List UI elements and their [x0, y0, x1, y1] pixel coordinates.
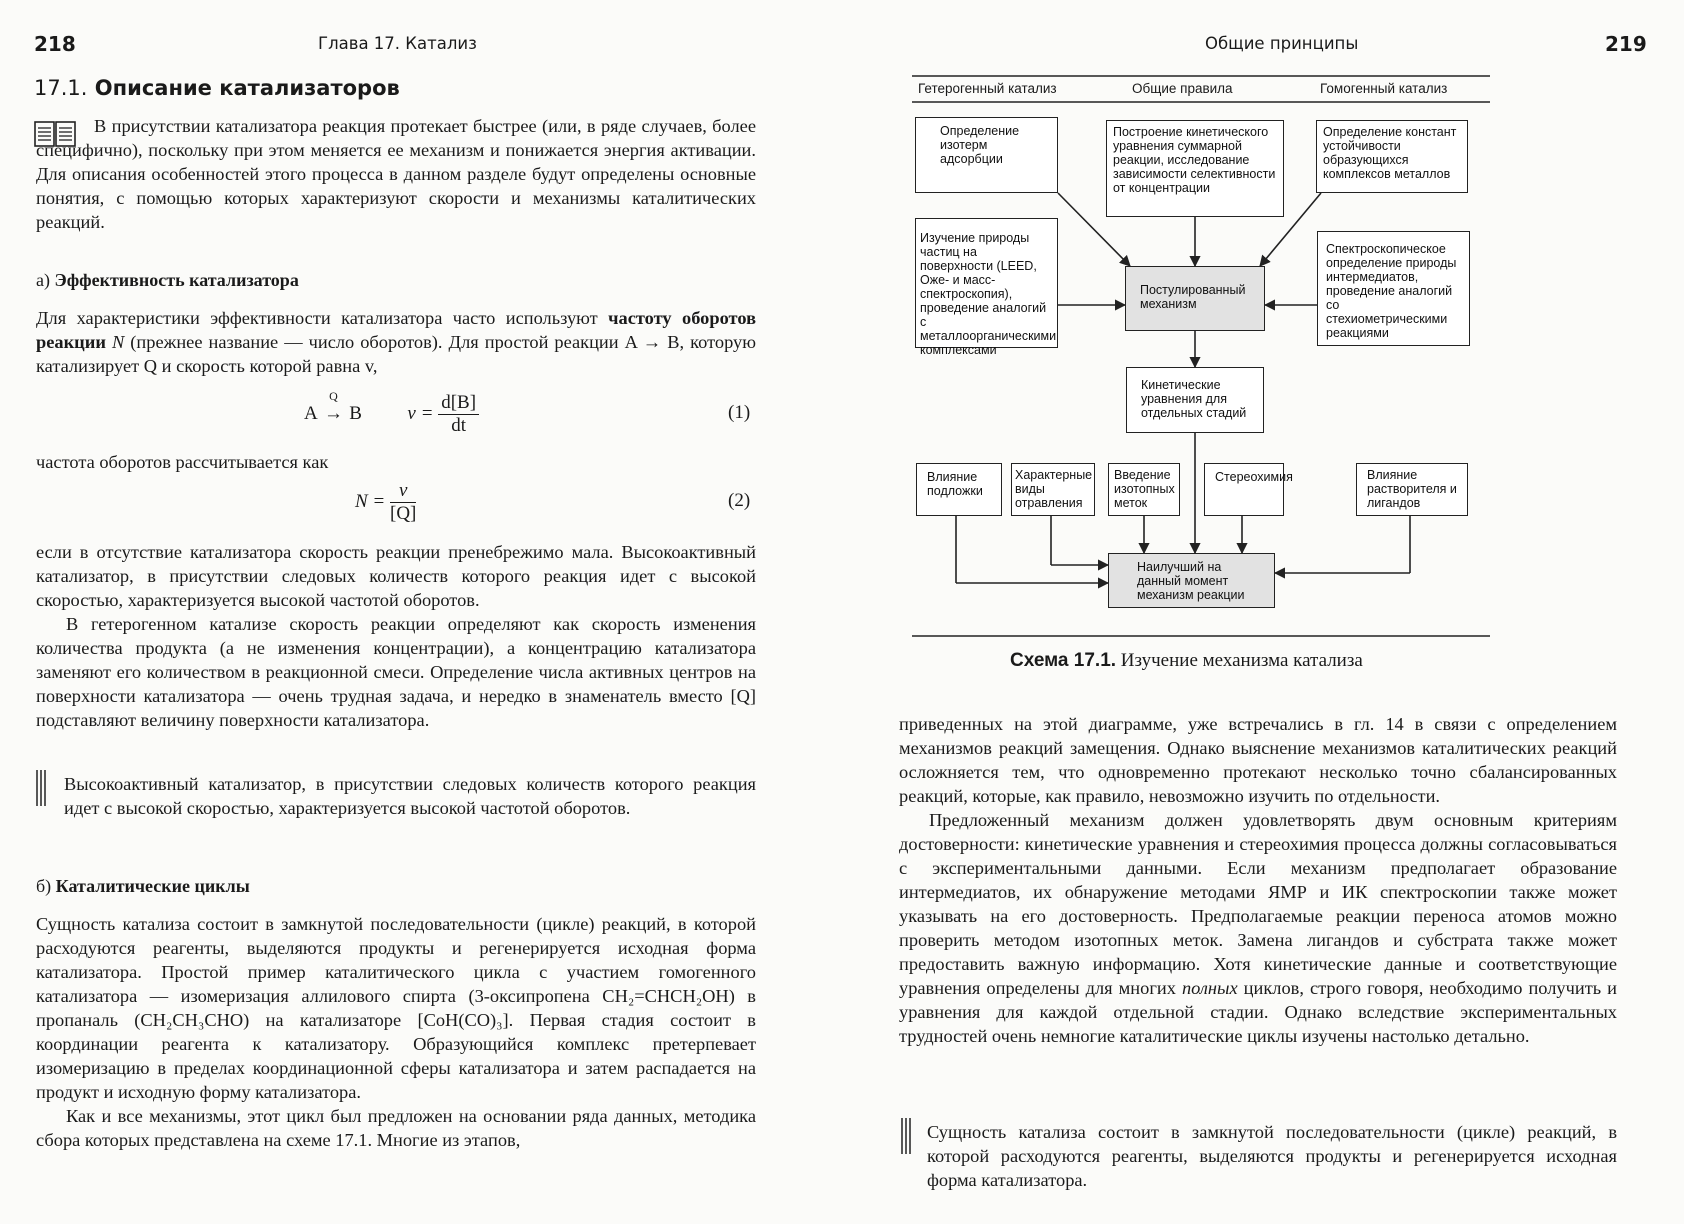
eq1-rate-lhs: v =	[407, 402, 434, 424]
box-kinetic-equation: Построение кинетического уравнения суммарной реакции, исследование зависимости селективности от концентрации	[1106, 120, 1284, 217]
criteria-text-b: циклов, строго говоря, необходимо получить и уравнения для каждой отдельной стадии. Однако вследствие экспериментальных трудностей очень немногие каталитические циклы изучены настолько детально.	[899, 978, 1618, 1046]
turnover-paragraph	[36, 306, 756, 378]
summary-box-b: Сущность катализа состоит в замкнутой последовательности (цикле) реакций, в которой расходуются реагенты, выделяются продукты и регенерируется исходная форма катализатора.	[927, 1122, 1617, 1190]
section-title: Описание катализаторов	[94, 76, 400, 100]
eq1-reactant: A	[304, 402, 318, 424]
eq2-numerator: v	[390, 480, 416, 503]
box-stability-constants: Определение констант устойчивости образующихся комплексов металлов	[1316, 120, 1468, 193]
turnover-text-post: (прежнее название — число оборотов). Для простой реакции A → B, которую катализирует Q и скорость которой равна v,	[36, 332, 756, 376]
activity-paragraphs	[36, 540, 756, 732]
eq1-denominator: dt	[451, 415, 466, 436]
running-head-right: Общие принципы	[1205, 34, 1359, 53]
equation-1-number: (1)	[728, 402, 751, 423]
box-stereochemistry: Стереохимия	[1204, 463, 1284, 516]
page-number-right: 219	[1605, 32, 1647, 56]
box-postulated-mechanism: Постулированный механизм	[1125, 266, 1265, 331]
page-number: 218	[34, 32, 76, 56]
running-head: Глава 17. Катализ	[318, 34, 477, 53]
summary-box-a: Высокоактивный катализатор, в присутствии следовых количеств которого реакция идет с высокой скоростью, характеризуется высокой частотой оборотов.	[64, 774, 756, 818]
box-isotope-labels: Введение изотопных меток	[1108, 463, 1180, 516]
right-paragraph-1: приведенных на этой диаграмме, уже встречались в гл. 14 в связи с определением механизмов реакций замещения. Однако выяснение механизмов каталитических реакций осложняется тем, что одновременно протекают несколько точно сбалансированных реакций, которые, как правило, невозможно изучить по отдельности.	[899, 714, 1617, 806]
section-heading	[34, 76, 400, 100]
eq2-denominator: [Q]	[390, 503, 417, 524]
left-page	[0, 0, 820, 1224]
header-general: Общие правила	[1132, 81, 1233, 96]
box-best-mechanism: Наилучший на данный момент механизм реакции	[1108, 553, 1275, 608]
mechanism-diagram	[910, 75, 1500, 645]
equation-2-number: (2)	[728, 490, 751, 511]
caption-label: Схема 17.1.	[1010, 650, 1117, 671]
subsection-b-marker: б)	[36, 876, 52, 896]
subsection-a-marker: а)	[36, 270, 50, 290]
criteria-emphasis: полных	[1181, 978, 1238, 998]
header-homogeneous: Гомогенный катализ	[1320, 81, 1448, 96]
subsection-a-title: Эффективность катализатора	[54, 270, 299, 290]
criteria-text-a: Предложенный механизм должен удовлетворять двум основным критериям достоверности: кинетические уравнения и стереохимия процесса должны согласовываться с экспериментальными данными. Если механизм предполагает образование интермедиатов, их обнаружение методами ЯМР и ИК спектроскопии также может указывать на его достоверность. Предполагаемые реакции переноса атомов можно проверить методом изотопных меток. Замена лигандов и субстрата также может предоставить важную информацию. Хотя кинетические данные и соответствующие уравнения определены для многих	[899, 810, 1617, 998]
heterogeneous-paragraph: В гетерогенном катализе скорость реакции определяют как скорость изменения количества продукта (а не изменения концентрации), а концентрацию катализатора заменяют его количеством в реакционной смеси. Определение числа активных центров на поверхности катализатора — очень трудная задача, и нередко в знаменатель вместо [Q] подставляют величину поверхности катализатора.	[36, 614, 756, 730]
right-page	[899, 0, 1684, 1224]
diagram-caption	[1010, 650, 1363, 672]
eq1-product: B	[349, 402, 362, 424]
box-spectroscopic: Спектроскопическое определение природы интермедиатов, проведение аналогий со стехиометрическими реакциями	[1317, 231, 1470, 346]
summary-bar-icon	[35, 770, 47, 806]
eq1-arrow: Q →	[323, 388, 343, 424]
box-adsorption: Определение изотерм адсорбции	[915, 117, 1058, 193]
summary-bar-icon-right	[900, 1118, 912, 1154]
box-poisoning: Характерные виды отравления	[1011, 463, 1095, 516]
box-stage-kinetics: Кинетические уравнения для отдельных стадий	[1126, 367, 1264, 433]
eq1-catalyst: Q	[329, 388, 338, 403]
cycles-paragraph-1: Сущность катализа состоит в замкнутой последовательности (цикле) реакций, в которой расходуются реагенты, выделяются продукты и регенерируется исходная форма катализатора. Простой пример каталитического цикла с участием гомогенного катализатора — изомеризация аллилового спирта (3-оксипропена CH₂=CHCH₂OH) в пропаналь (CH₂CH₃CHO) на катализаторе [CoH(CO)₃]. Первая стадия состоит в координации реагента к катализатору. Образующийся комплекс претерпевает изомеризацию в пределах координационной сферы катализатора и затем распадается на продукт и исходную форму катализатора.	[36, 914, 756, 1102]
header-heterogeneous: Гетерогенный катализ	[918, 81, 1057, 96]
subsection-a-heading	[36, 270, 299, 291]
between-equations-text: частота оборотов рассчитывается как	[36, 452, 329, 472]
right-paragraph-2	[899, 808, 1617, 1048]
eq1-numerator: d[B]	[438, 392, 479, 415]
subsection-b-title: Каталитические циклы	[55, 876, 250, 896]
turnover-symbol: N	[112, 332, 125, 352]
caption-text: Изучение механизма катализа	[1120, 650, 1363, 671]
equation-1	[304, 388, 479, 437]
subsection-b-heading	[36, 876, 250, 897]
intro-paragraph: В присутствии катализатора реакция протекает быстрее (или, в ряде случаев, более специфично), поскольку при этом меняется ее механизм и понижается энергия активации. Для описания особенностей этого процесса в данном разделе будут определены основные понятия, с помощью которых характеризуют скорости и механизмы каталитических реакций.	[36, 116, 756, 232]
turnover-text-pre: Для характеристики эффективности катализатора часто используют	[36, 308, 609, 328]
section-number: 17.1.	[34, 76, 88, 100]
right-paragraphs	[899, 712, 1617, 1048]
cycles-paragraphs	[36, 912, 756, 1152]
eq2-lhs: N =	[355, 490, 386, 512]
high-activity-paragraph: если в отсутствие катализатора скорость реакции пренебрежимо мала. Высокоактивный катализатор, в присутствии следовых количеств которого реакция идет с высокой скоростью, характеризуется высокой частотой оборотов.	[36, 542, 756, 610]
cycles-paragraph-2: Как и все механизмы, этот цикл был предложен на основании ряда данных, методика сбора которых представлена на схеме 17.1. Многие из этапов,	[36, 1106, 756, 1150]
eq1-fraction	[438, 392, 479, 437]
box-support-influence: Влияние подложки	[916, 463, 1002, 516]
equation-2	[355, 480, 416, 525]
turnover-term: частоту оборотов реакции	[36, 308, 756, 352]
eq2-fraction	[390, 480, 416, 525]
box-solvent-ligands: Влияние растворителя и лигандов	[1356, 463, 1468, 516]
box-surface-particles: Изучение природы частиц на поверхности (LEED, Оже- и масс-спектроскопия), проведение аналогий с металлоорганическими комплексами	[915, 218, 1058, 348]
